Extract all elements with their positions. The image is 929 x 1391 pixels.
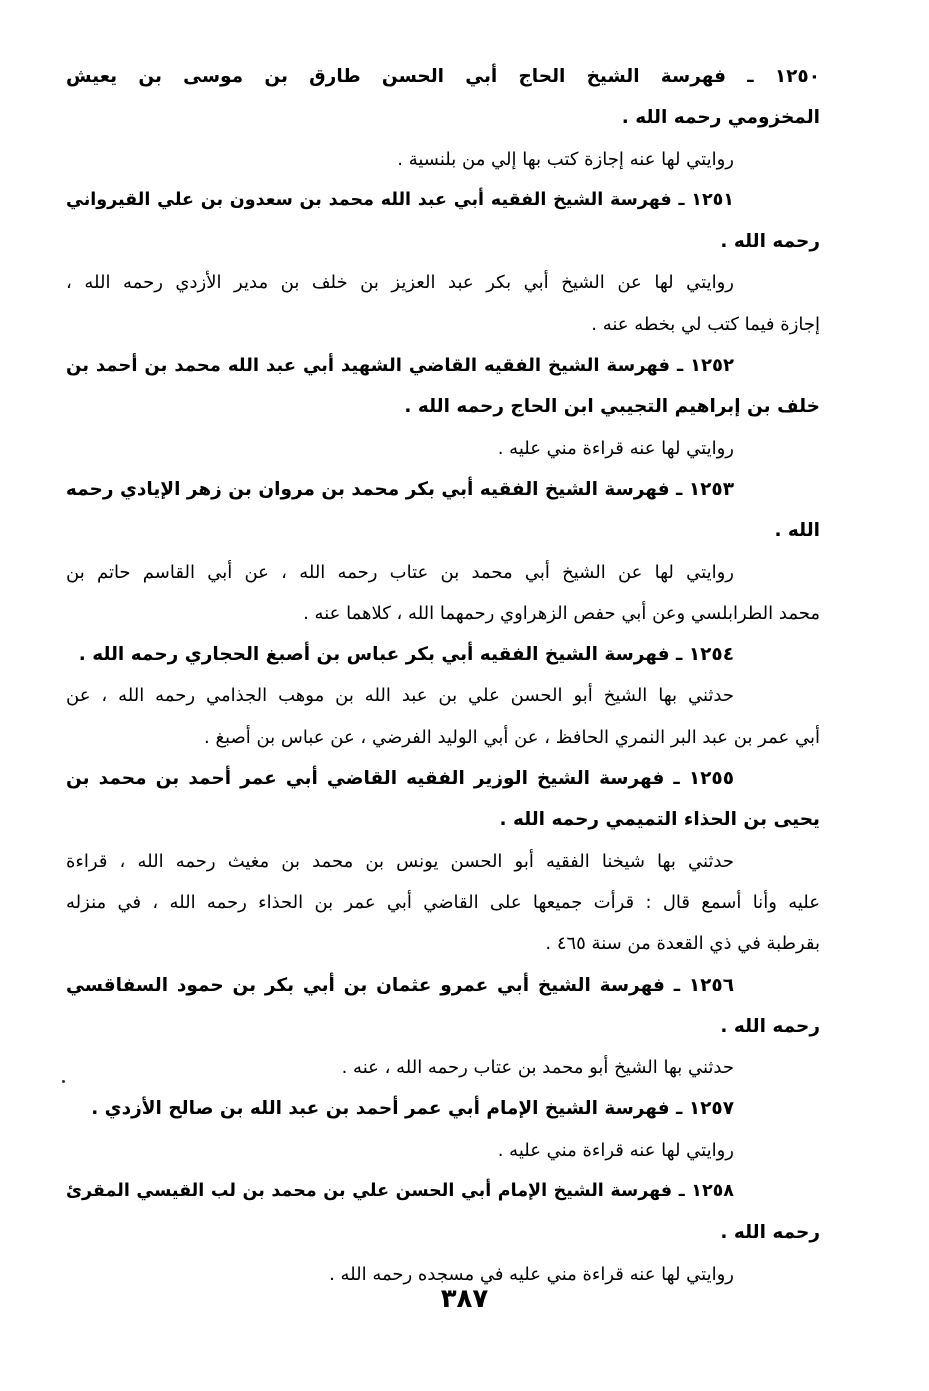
text-line: روايتي لها عنه قراءة مني عليه . <box>497 1139 734 1161</box>
text-line: إجازة فيما كتب لي بخطه عنه . <box>591 313 820 335</box>
text-line: روايتي لها عن الشيخ أبي محمد بن عتاب رحمه الله ، عن أبي القاسم حاتم بن <box>66 561 734 583</box>
text-line: محمد الطرابلسي وعن أبي حفص الزهراوي رحمهما الله ، كلاهما عنه . <box>303 602 820 624</box>
text-line: ١٢٥٠ ـ فهرسة الشيخ الحاج أبي الحسن طارق بن موسى بن يعيش <box>66 66 820 87</box>
text-line: بقرطبة في ذي القعدة من سنة ٤٦٥ . <box>545 933 820 955</box>
text-line: ١٢٥٤ ـ فهرسة الشيخ الفقيه أبي بكر عباس بن أصبغ الحجاري رحمه الله . <box>78 644 734 666</box>
text-line: ١٢٥٧ ـ فهرسة الشيخ الإمام أبي عمر أحمد بن عبد الله بن صالح الأزدي . <box>91 1098 734 1120</box>
text-line: روايتي لها عن الشيخ أبي بكر عبد العزيز بن خلف بن مدير الأزدي رحمه الله ، <box>66 272 734 294</box>
text-line: ١٢٥٨ ـ فهرسة الشيخ الإمام أبي الحسن علي بن محمد بن لب القيسي المقرئ <box>66 1181 734 1202</box>
scan-speck <box>62 1080 65 1083</box>
text-line: يحيى بن الحذاء التميمي رحمه الله . <box>499 809 820 831</box>
text-line: حدثني بها الشيخ أبو محمد بن عتاب رحمه الله ، عنه . <box>341 1057 734 1079</box>
text-line: الله . <box>774 520 820 542</box>
text-line: حدثني بها الشيخ أبو الحسن علي بن عبد الله بن موهب الجذامي رحمه الله ، عن <box>66 685 734 707</box>
text-line: خلف بن إبراهيم التجيبي ابن الحاج رحمه الله . <box>404 396 820 418</box>
text-line: المخزومي رحمه الله . <box>621 107 820 129</box>
text-line: رحمه الله . <box>720 1015 820 1037</box>
text-line: ١٢٥٣ ـ فهرسة الشيخ الفقيه أبي بكر محمد بن مروان بن زهر الإيادي رحمه <box>66 478 734 500</box>
text-line: روايتي لها عنه قراءة مني عليه في مسجده رحمه الله . <box>329 1263 734 1285</box>
page-number: ٣٨٧ <box>440 1284 489 1314</box>
text-line: رحمه الله . <box>720 231 820 253</box>
text-line: ١٢٥١ ـ فهرسة الشيخ الفقيه أبي عبد الله محمد بن سعدون بن علي القيرواني <box>66 189 734 210</box>
text-line: ١٢٥٥ ـ فهرسة الشيخ الوزير الفقيه القاضي أبي عمر أحمد بن محمد بن <box>66 768 734 790</box>
text-line: رحمه الله . <box>720 1222 820 1244</box>
text-line: أبي عمر بن عبد البر النمري الحافظ ، عن أبي الوليد الفرضي ، عن عباس بن أصبغ . <box>204 726 820 748</box>
body-text <box>66 56 820 1295</box>
text-line: عليه وأنا أسمع قال : قرأت جميعها على القاضي أبي عمر بن الحذاء رحمه الله ، في منزله <box>66 891 820 913</box>
text-line: ١٢٥٢ ـ فهرسة الشيخ الفقيه القاضي الشهيد أبي عبد الله محمد بن أحمد بن <box>66 355 734 377</box>
text-line: روايتي لها عنه قراءة مني عليه . <box>497 437 734 459</box>
text-line: روايتي لها عنه إجازة كتب بها إلي من بلنسية . <box>397 148 734 170</box>
text-line: حدثني بها شيخنا الفقيه أبو الحسن يونس بن محمد بن مغيث رحمه الله ، قراءة <box>66 850 734 872</box>
text-line: ١٢٥٦ ـ فهرسة الشيخ أبي عمرو عثمان بن أبي بكر بن حمود السفاقسي <box>66 974 734 996</box>
